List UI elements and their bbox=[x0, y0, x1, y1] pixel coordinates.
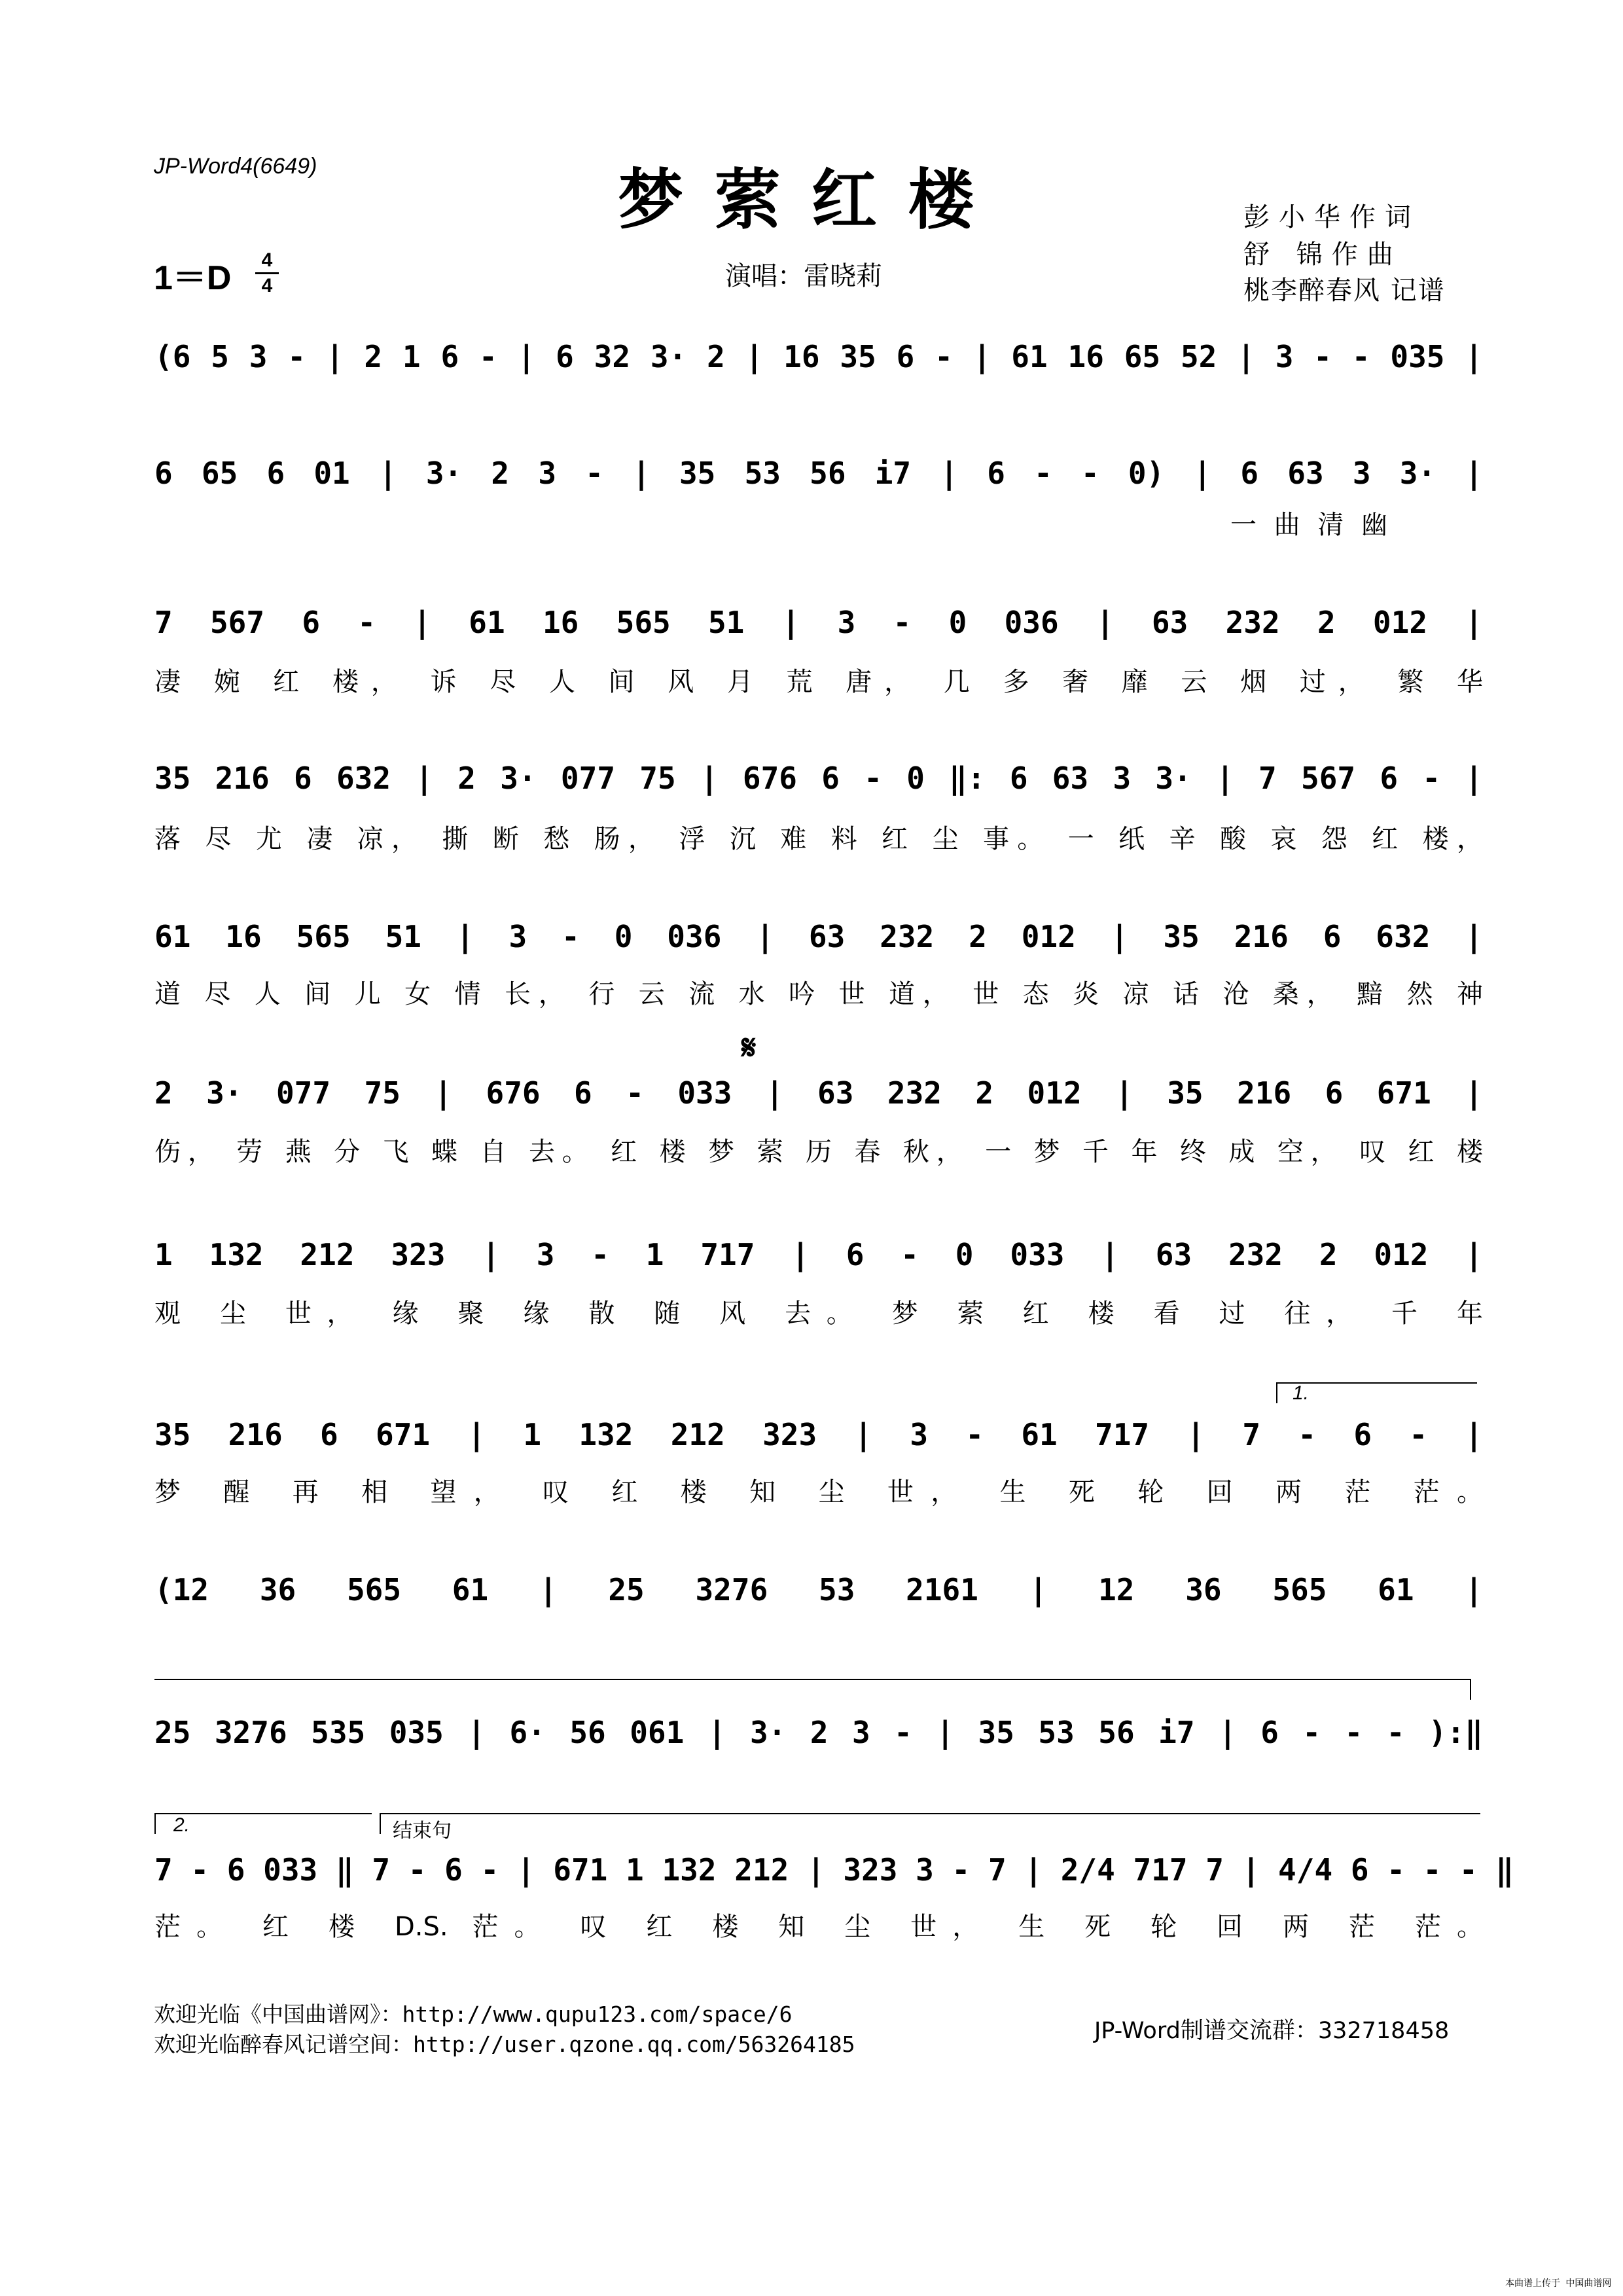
qzone-link: 欢迎光临醉春风记谱空间：http://user.qzone.qq.com/563264185 bbox=[154, 2032, 855, 2057]
score-line-7-notes: 1 132 212 323 | 3 - 1 717 | 6 - 0 033 | 63 232 2 012 | bbox=[154, 1237, 1483, 1272]
interlude-bracket bbox=[154, 1679, 1471, 1700]
website-link: 欢迎光临《中国曲谱网》：http://www.qupu123.com/space/6 bbox=[154, 2001, 793, 2027]
score-line-8-notes: 35 216 6 671 | 1 132 212 323 | 3 - 61 717 | 7 - 6 - | bbox=[154, 1417, 1483, 1452]
score-line-4-notes: 35 216 6 632 | 2 3· 077 75 | 676 6 - 0 ‖: 6 63 3 3· | 7 567 6 - | bbox=[154, 761, 1483, 796]
software-label: JP-Word4(6649) bbox=[154, 154, 317, 179]
score-line-1-notes: (6 5 3 - | 2 1 6 - | 6 32 3· 2 | 16 35 6 - | 61 16 65 52 | 3 - - 035 | bbox=[154, 339, 1483, 374]
first-ending-label: 1. bbox=[1293, 1382, 1310, 1404]
time-signature-bottom: 4 bbox=[261, 275, 273, 296]
score-line-5-notes: 61 16 565 51 | 3 - 0 036 | 63 232 2 012 | 35 216 6 632 | bbox=[154, 919, 1483, 954]
song-title: 梦萦红楼 bbox=[618, 162, 1005, 238]
score-line-4-lyrics: 落 尽 尤 凄 凉， 撕 断 愁 肠， 浮 沉 难 料 红 尘 事。 一 纸 辛 酸 哀 怨 红 楼， bbox=[154, 824, 1483, 854]
score-line-10-notes: 25 3276 535 035 | 6· 56 061 | 3· 2 3 - | 35 53 56 i7 | 6 - - - ):‖ bbox=[154, 1715, 1483, 1750]
coda-bracket bbox=[380, 1813, 1480, 1834]
time-signature bbox=[255, 251, 279, 296]
qq-group: JP-Word制谱交流群：332718458 bbox=[1094, 2018, 1450, 2044]
key-signature: 1＝D bbox=[154, 259, 232, 297]
score-line-6-lyrics: 伤， 劳 燕 分 飞 蝶 自 去。 红 楼 梦 萦 历 春 秋， 一 梦 千 年 终 成 空， 叹 红 楼 bbox=[154, 1137, 1483, 1167]
second-ending-label: 2. bbox=[173, 1814, 190, 1836]
score-line-2-notes: 6 65 6 01 | 3· 2 3 - | 35 53 56 i7 | 6 - - 0) | 6 63 3 3· | bbox=[154, 456, 1483, 491]
composer-credit: 舒 锦作曲 bbox=[1243, 240, 1402, 270]
score-line-11-lyrics: 茫。 红 楼 D.S. 茫。 叹 红 楼 知 尘 世， 生 死 轮 回 两 茫 茫。 bbox=[154, 1912, 1483, 1942]
score-line-3-notes: 7 567 6 - | 61 16 565 51 | 3 - 0 036 | 63 232 2 012 | bbox=[154, 605, 1483, 640]
transcriber-credit: 桃李醉春风 记谱 bbox=[1243, 276, 1446, 306]
score-line-8-lyrics: 梦 醒 再 相 望， 叹 红 楼 知 尘 世， 生 死 轮 回 两 茫 茫。 bbox=[154, 1477, 1483, 1507]
time-signature-top: 4 bbox=[261, 249, 273, 271]
score-line-7-lyrics: 观 尘 世， 缘 聚 缘 散 随 风 去。 梦 萦 红 楼 看 过 往， 千 年 bbox=[154, 1299, 1483, 1329]
score-line-2-lyrics: 一 曲 清 幽 bbox=[1230, 510, 1387, 540]
score-line-6-notes: 2 3· 077 75 | 676 6 - 033 | 63 232 2 012 | 35 216 6 671 | bbox=[154, 1075, 1483, 1111]
score-line-3-lyrics: 凄 婉 红 楼， 诉 尽 人 间 风 月 荒 唐， 几 多 奢 靡 云 烟 过， 繁 华 bbox=[154, 667, 1483, 697]
score-line-5-lyrics: 道 尽 人 间 儿 女 情 长， 行 云 流 水 吟 世 道， 世 态 炎 凉 话 沧 桑， 黯 然 神 bbox=[154, 979, 1483, 1009]
segno-mark: 𝄋 bbox=[741, 1028, 757, 1067]
score-line-9-notes: (12 36 565 61 | 25 3276 53 2161 | 12 36 565 61 | bbox=[154, 1572, 1483, 1607]
score-line-11-notes: 7 - 6 033 ‖ 7 - 6 - | 671 1 132 212 | 323 3 - 7 | 2/4 717 7 | 4/4 6 - - - ‖ bbox=[154, 1852, 1514, 1888]
upload-watermark: 本曲谱上传于 中国曲谱网 bbox=[1505, 2278, 1612, 2289]
lyricist-credit: 彭小华作词 bbox=[1243, 202, 1420, 232]
singer-credit: 演唱：雷晓莉 bbox=[725, 261, 882, 291]
coda-label: 结束句 bbox=[393, 1820, 452, 1842]
